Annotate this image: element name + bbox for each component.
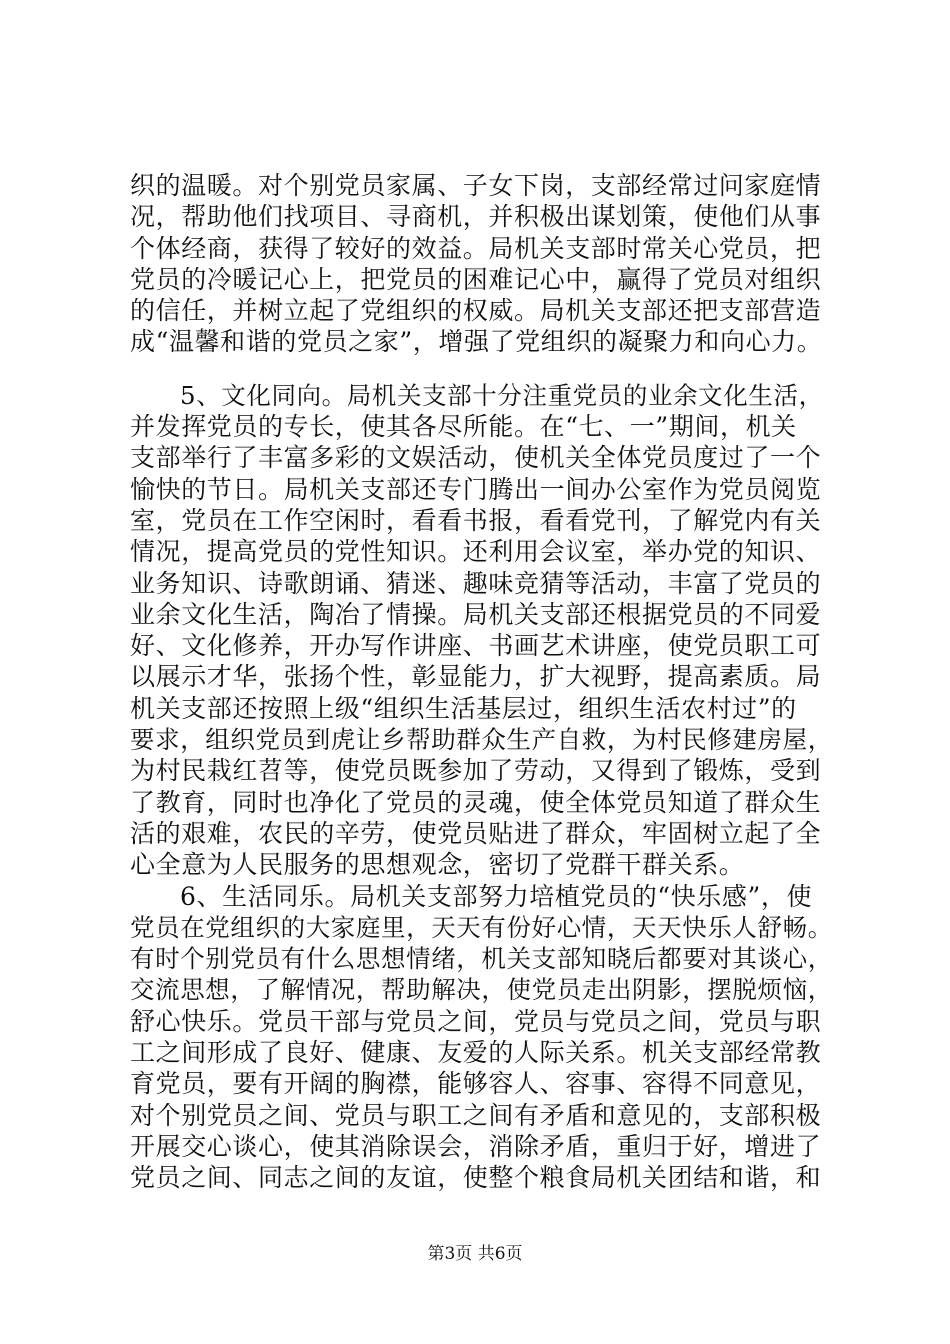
text-line: 好、文化修养，开办写作讲座、书画艺术讲座，使党员职工可 (130, 631, 822, 661)
page-number-footer: 第3页 共6页 (427, 1244, 523, 1264)
text-line: 的信任，并树立起了党组织的权威。局机关支部还把支部营造 (130, 296, 822, 326)
text-line: 支部举行了丰富多彩的文娱活动，使机关全体党员度过了一个 (130, 443, 822, 473)
text-line: 党员之间、同志之间的友谊，使整个粮食局机关团结和谐，和 (130, 1163, 822, 1193)
text-line: 业余文化生活，陶冶了情操。局机关支部还根据党员的不同爱 (130, 599, 822, 629)
text-line: 心全意为人民服务的思想观念，密切了党群干群关系。 (130, 850, 745, 880)
text-line: 况，帮助他们找项目、寻商机，并积极出谋划策，使他们从事 (130, 202, 822, 232)
text-line: 并发挥党员的专长，使其各尽所能。在“七、一”期间，机关 (130, 412, 797, 442)
text-line: 室，党员在工作空闲时，看看书报，看看党刊，了解党内有关 (130, 505, 822, 535)
text-line: 了教育，同时也净化了党员的灵魂，使全体党员知道了群众生 (130, 787, 822, 817)
text-line: 业务知识、诗歌朗诵、猜迷、趣味竞猜等活动，丰富了党员的 (130, 568, 822, 598)
body-text (130, 170, 835, 1194)
text-line: 情况，提高党员的党性知识。还利用会议室，举办党的知识、 (130, 537, 822, 567)
text-line: 6、生活同乐。局机关支部努力培植党员的“快乐感”，使 (180, 881, 813, 911)
text-line: 5、文化同向。局机关支部十分注重党员的业余文化生活， (180, 380, 824, 410)
text-line: 对个别党员之间、党员与职工之间有矛盾和意见的，支部积极 (130, 1100, 822, 1130)
text-line: 机关支部还按照上级“组织生活基层过，组织生活农村过”的 (130, 693, 797, 723)
text-line: 党员在党组织的大家庭里，天天有份好心情，天天快乐人舒畅。 (130, 912, 833, 942)
text-line: 愉快的节日。局机关支部还专门腾出一间办公室作为党员阅览 (130, 474, 822, 504)
text-line: 活的艰难，农民的辛劳，使党员贴进了群众，牢固树立起了全 (130, 818, 822, 848)
text-line: 以展示才华，张扬个性，彰显能力，扩大视野，提高素质。局 (130, 662, 822, 692)
text-line: 为村民栽红苕等，使党员既参加了劳动，又得到了锻炼，受到 (130, 756, 822, 786)
paragraph-life (130, 881, 835, 1194)
text-line: 党员的冷暖记心上，把党员的困难记心中，赢得了党员对组织 (130, 264, 822, 294)
text-line: 成“温馨和谐的党员之家”，增强了党组织的凝聚力和向心力。 (130, 327, 823, 357)
text-line: 织的温暖。对个别党员家属、子女下岗，支部经常过问家庭情 (130, 171, 822, 200)
text-line: 交流思想，了解情况，帮助解决，使党员走出阴影，摆脱烦恼， (130, 975, 833, 1005)
text-line: 个体经商，获得了较好的效益。局机关支部时常关心党员，把 (130, 233, 822, 263)
text-line: 有时个别党员有什么思想情绪，机关支部知晓后都要对其谈心， (130, 944, 833, 974)
text-line: 要求，组织党员到虎让乡帮助群众生产自救，为村民修建房屋， (130, 725, 833, 755)
text-line: 育党员，要有开阔的胸襟，能够容人、容事、容得不同意见， (130, 1069, 822, 1099)
paragraph-continuation (130, 170, 835, 358)
text-line: 工之间形成了良好、健康、友爱的人际关系。机关支部经常教 (130, 1038, 822, 1068)
paragraph-culture (130, 380, 835, 881)
paragraph-spacer (130, 358, 835, 380)
text-line: 舒心快乐。党员干部与党员之间，党员与党员之间，党员与职 (130, 1006, 822, 1036)
text-line: 开展交心谈心，使其消除误会，消除矛盾，重归于好，增进了 (130, 1131, 822, 1161)
